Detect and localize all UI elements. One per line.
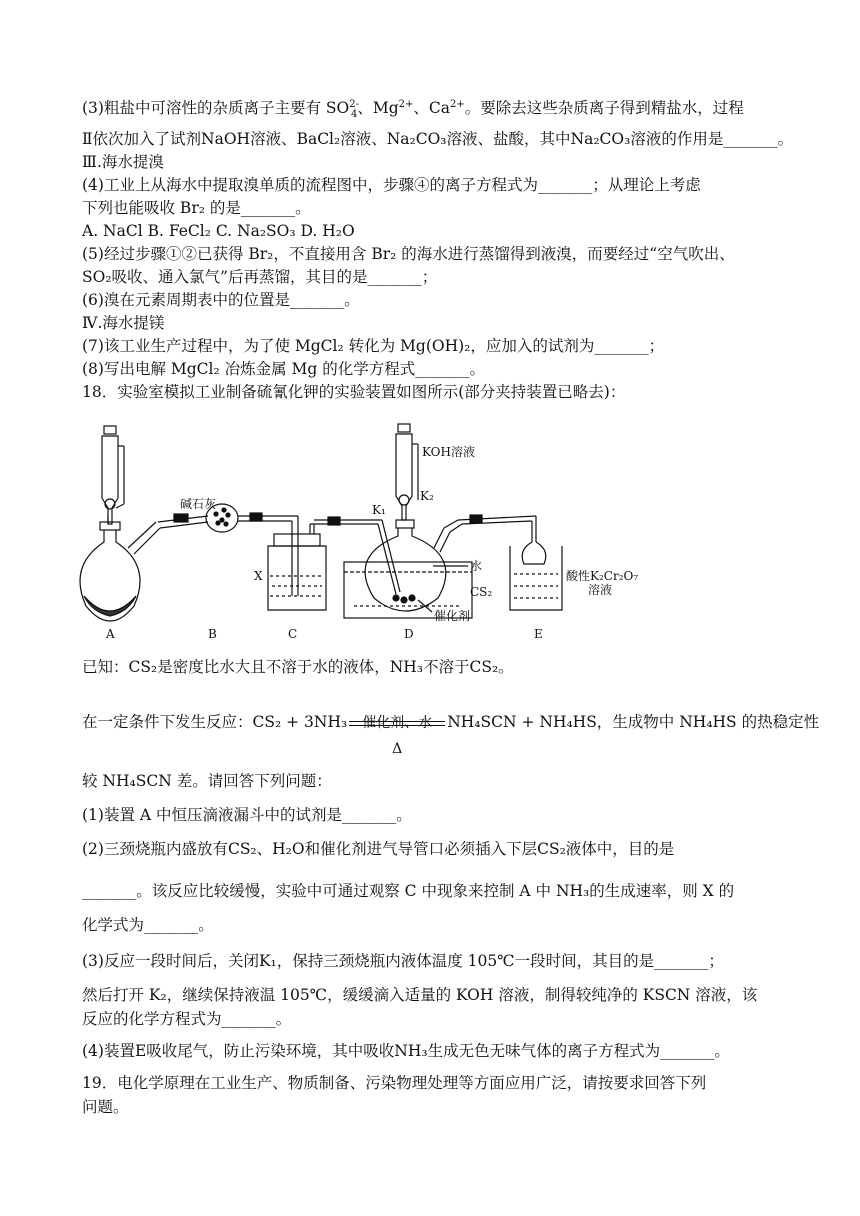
apparatus-e bbox=[510, 516, 562, 610]
apparatus-a bbox=[80, 426, 160, 621]
q19-line2: 问题。 bbox=[82, 1098, 129, 1116]
label-water: 水 bbox=[470, 559, 483, 573]
label-letter-e: E bbox=[534, 627, 543, 641]
label-x: X bbox=[254, 569, 263, 583]
label-k1: K₁ bbox=[372, 503, 386, 517]
q6: (6)溴在元素周期表中的位置是_______。 bbox=[82, 291, 360, 309]
q4-line2: 下列也能吸收 Br₂ 的是_______。 bbox=[82, 199, 311, 217]
reaction-condition: 催化剂、水 Δ bbox=[349, 701, 445, 745]
q4-line1: (4)工业上从海水中提取溴单质的流程图中，步骤④的离子方程式为_______；从理论上考虑 bbox=[82, 176, 701, 194]
q8: (8)写出电解 MgCl₂ 冶炼金属 Mg 的化学方程式_______。 bbox=[82, 360, 486, 378]
label-catalyst: 催化剂 bbox=[434, 609, 471, 623]
section3-title: Ⅲ.海水提溴 bbox=[82, 153, 164, 171]
q18-intro: 18．实验室模拟工业制备硫氰化钾的实验装置如图所示(部分夹持装置已略去)： bbox=[82, 383, 626, 401]
label-soda-lime: 碱石灰 bbox=[180, 497, 217, 511]
q18-3-line1: (3)反应一段时间后，关闭K₁，保持三颈烧瓶内液体温度 105℃一段时间，其目的是_______； bbox=[82, 952, 724, 970]
apparatus-diagram bbox=[78, 416, 698, 650]
q3-line2: Ⅱ依次加入了试剂NaOH溶液、BaCl₂溶液、Na₂CO₃溶液、盐酸，其中Na₂CO₃溶液的作用是_______。 bbox=[82, 130, 794, 148]
label-letter-d: D bbox=[404, 627, 414, 641]
q18-2-line3: 化学式为_______。 bbox=[82, 916, 214, 934]
q4-options: A. NaCl B. FeCl₂ C. Na₂SO₃ D. H₂O bbox=[82, 222, 355, 240]
q19-line1: 19．电化学原理在工业生产、物质制备、污染物理处理等方面应用广泛，请按要求回答下列 bbox=[82, 1074, 707, 1092]
label-letter-c: C bbox=[288, 627, 298, 641]
q18-3-line3: 反应的化学方程式为_______。 bbox=[82, 1010, 292, 1028]
section4-title: Ⅳ.海水提镁 bbox=[82, 314, 165, 332]
label-acidic: 酸性K₂Cr₂O₇ bbox=[566, 569, 639, 583]
label-solution: 溶液 bbox=[588, 583, 613, 597]
label-cs2: CS₂ bbox=[470, 585, 493, 599]
q5-line1: (5)经过步骤①②已获得 Br₂，不直接用含 Br₂ 的海水进行蒸馏得到液溴，而要经过“空气吹出、 bbox=[82, 245, 735, 263]
q18-3-line2: 然后打开 K₂，继续保持液温 105℃，缓缓滴入适量的 KOH 溶液，制得较纯净的 KSCN 溶液，该 bbox=[82, 986, 758, 1004]
label-letter-b: B bbox=[208, 627, 217, 641]
known-line: 已知：CS₂是密度比水大且不溶于水的液体，NH₃不溶于CS₂。 bbox=[82, 658, 514, 676]
q5-line2: SO₂吸收、通入氯气”后再蒸馏，其目的是_______； bbox=[82, 268, 438, 286]
label-koh: KOH溶液 bbox=[422, 445, 475, 459]
label-k2: K₂ bbox=[420, 489, 434, 503]
q7: (7)该工业生产过程中，为了使 MgCl₂ 转化为 Mg(OH)₂，应加入的试剂为_______； bbox=[82, 337, 665, 355]
q18-2-line2: _______。该反应比较缓慢，实验中可通过观察 C 中现象来控制 A 中 NH₃的生成速率，则 X 的 bbox=[82, 882, 735, 900]
q18-2-line1: (2)三颈烧瓶内盛放有CS₂、H₂O和催化剂进气导管口必须插入下层CS₂液体中，目的是 bbox=[82, 840, 675, 858]
label-letter-a: A bbox=[106, 627, 115, 641]
reaction-line: 在一定条件下发生反应：CS₂ + 3NH₃ 催化剂、水 Δ NH₄SCN + NH₄HS，生成物中 NH₄HS 的热稳定性 bbox=[82, 700, 819, 744]
q18-1: (1)装置 A 中恒压滴液漏斗中的试剂是_______。 bbox=[82, 806, 412, 824]
q18-4: (4)装置E吸收尾气，防止污染环境，其中吸收NH₃生成无色无味气体的离子方程式为_______。 bbox=[82, 1042, 730, 1060]
q3-line1: (3)粗盐中可溶性的杂质离子主要有 $SO^{2-}_4$、$Mg^{2+}$、$Ca^{2+}$。要除去这些杂质离子得到精盐水，过程 bbox=[82, 99, 744, 121]
q18-line: 较 NH₄SCN 差。请回答下列问题： bbox=[82, 772, 332, 790]
